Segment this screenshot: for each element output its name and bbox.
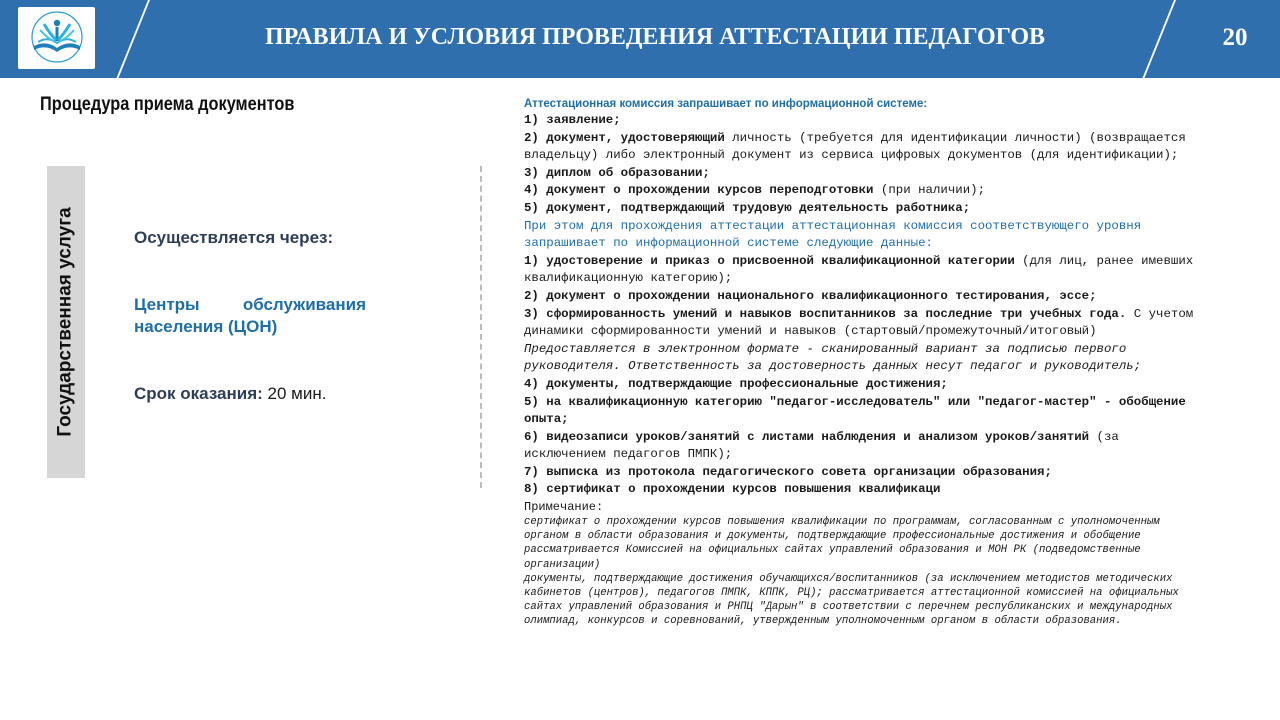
requirements-column [524, 96, 1204, 629]
header-divider-left [116, 0, 150, 78]
note-paragraph: документы, подтверждающие достижения обучающихся/воспитанников (за исключением методистов методических кабинетов (центров), педагогов ПМПК, КППК, РЦ); рассматривается аттестационной комиссией на официальных сайтах управлений образования и РНПЦ "Дарын" в соответствии с перечнем республиканских и международных олимпиад, конкурсов и соревнований, утвержденным уполномоченным органом в области образования. [524, 572, 1179, 628]
list-item: 5) документ, подтверждающий трудовую деятельность работника; [524, 200, 971, 215]
via-label: Осуществляется через: [134, 228, 334, 247]
duration-label: Срок оказания: [134, 384, 263, 403]
education-logo-icon [22, 10, 92, 66]
intro-text: Аттестационная комиссия запрашивает по информационной системе: [524, 98, 928, 110]
logo [18, 7, 95, 69]
vertical-label-box [47, 166, 85, 478]
list-item: 3) диплом об образовании; [524, 165, 710, 180]
duration [134, 384, 366, 404]
info-system-note: При этом для прохождения аттестации аттестационная комиссия соответствующего уровня запрашивает по информационной системе следующие данные: [524, 218, 1142, 251]
note-paragraph: сертификат о прохождении курсов повышения квалификации по программам, согласованным с уполномоченным органом в области образования и документы, подтверждающие профессиональные достижения и обобщение рассматривается Комиссией на официальных сайтах управлений образования и МОН РК (подведомственные организации) [524, 516, 1160, 571]
list-item: 4) документы, подтверждающие профессиональные достижения; [524, 376, 948, 391]
page-title: ПРАВИЛА И УСЛОВИЯ ПРОВЕДЕНИЯ АТТЕСТАЦИИ ПЕДАГОГОВ [264, 24, 1046, 50]
list-item: 6) видеозаписи уроков/занятий с листами наблюдения и анализом уроков/занятий (за исключением педагогов ПМПК); [524, 429, 1119, 462]
list-item: 5) на квалификационную категорию "педагог-исследователь" или "педагог-мастер" - обобщение опыта; [524, 394, 1186, 427]
list-item: 2) документ о прохождении национального квалификационного тестирования, эссе; [524, 288, 1097, 303]
list-item-italic-note: Предоставляется в электронном формате - сканированный вариант за подписью первого руководителя. Ответственность за достоверность данных несут педагог и руководитель; [524, 341, 1142, 374]
section-title: Процедура приема документов [40, 94, 295, 115]
service-center-name: Центры обслуживания населения (ЦОН) [134, 295, 366, 336]
list-item: 4) документ о прохождении курсов переподготовки (при наличии); [524, 183, 986, 198]
list-item: 8) сертификат о прохождении курсов повышения квалификаци [524, 482, 941, 497]
list-item: 7) выписка из протокола педагогического совета организации образования; [524, 464, 1052, 479]
duration-value: 20 мин. [262, 384, 327, 403]
list-item: 3) сформированность умений и навыков воспитанников за последние три учебных года. С учетом динамики сформированности умений и навыков (стартовый/промежуточный/итоговый) [524, 306, 1194, 339]
note-title: Примечание: [524, 500, 604, 515]
list-item: 2) документ, удостоверяющий личность (требуется для идентификации личности) (возвращается владельцу) либо электронный документ из сервиса цифровых документов (для идентификации); [524, 130, 1186, 163]
header-bar [0, 0, 1280, 78]
list-item: 1) заявление; [524, 113, 621, 127]
vertical-label: Государственная услуга [55, 207, 77, 437]
column-divider [480, 166, 482, 488]
list-item: 1) удостоверение и приказ о присвоенной квалификационной категории (для лиц, ранее имевших квалификационную категорию); [524, 253, 1194, 286]
page-number: 20 [1222, 24, 1248, 51]
